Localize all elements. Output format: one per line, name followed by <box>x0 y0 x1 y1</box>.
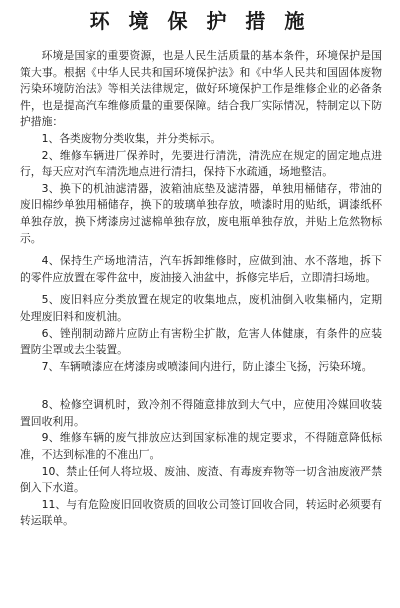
list-item: 1、各类废物分类收集，并分类标示。 <box>41 131 222 145</box>
list-item: 4、保持生产场地清洁，汽车拆卸维修时，应做到油、水不落地，拆下的零件应放置在零件盆中，废油接入油盆中，拆修完毕后，立即清扫场地。 <box>20 254 382 284</box>
list-item: 7、车辆喷漆应在烤漆房或喷漆间内进行，防止漆尘飞扬，污染环境。 <box>41 359 373 373</box>
list-item: 11、与有危险废旧回收资质的回收公司签订回收合同，转运时必须要有转运联单。 <box>20 497 382 528</box>
list-item: 6、锉削制动蹄片应防止有害粉尘扩散，危害人体健康，有条件的应装置防尘罩或去尘装置。 <box>20 326 382 357</box>
intro-paragraph: 环境是国家的重要资源，也是人民生活质量的基本条件，环境保护是国策大事。根据《中华人民共和国环境保护法》和《中华人民共和国固体废物污染环境防治法》等相关法律规定，做好环境保护工作是维修企业的必备条件，也是提高汽车维修质量的重要保障。结合我厂实际情况，特制定以下防护措施： <box>20 49 382 129</box>
document-title: 环 境 保 护 措 施 <box>89 9 311 33</box>
list-item: 8、检修空调机时，致冷剂不得随意排放到大气中，应使用冷媒回收装置回收利用。 <box>20 398 382 428</box>
list-item: 10、禁止任何人将垃圾、废油、废渣、有毒废弃物等一切含油废液严禁倒入下水道。 <box>20 464 382 495</box>
list-item: 9、维修车辆的废气排放应达到国家标准的规定要求，不得随意降低标准，不达到标准的不准出厂。 <box>20 431 382 462</box>
list-item: 2、维修车辆进厂保养时，先要进行清洗，清洗应在规定的固定地点进行，每天应对汽车清洗地点进行清扫，保持下水疏通，场地整洁。 <box>20 148 382 179</box>
document-body <box>20 48 382 530</box>
list-item: 5、废旧料应分类放置在规定的收集地点，废机油倒入收集桶内，定期处理废旧料和废机油。 <box>20 293 382 323</box>
list-item: 3、换下的机油滤清器，波箱油底垫及滤清器，单独用桶储存，带油的废旧棉纱单独用桶储存，换下的玻璃单独存放，喷漆时用的贴纸，调漆纸杯单独存放，换下烤漆房过滤棉单独存放，废电瓶单独存放，并贴上危然物标示。 <box>20 181 382 245</box>
